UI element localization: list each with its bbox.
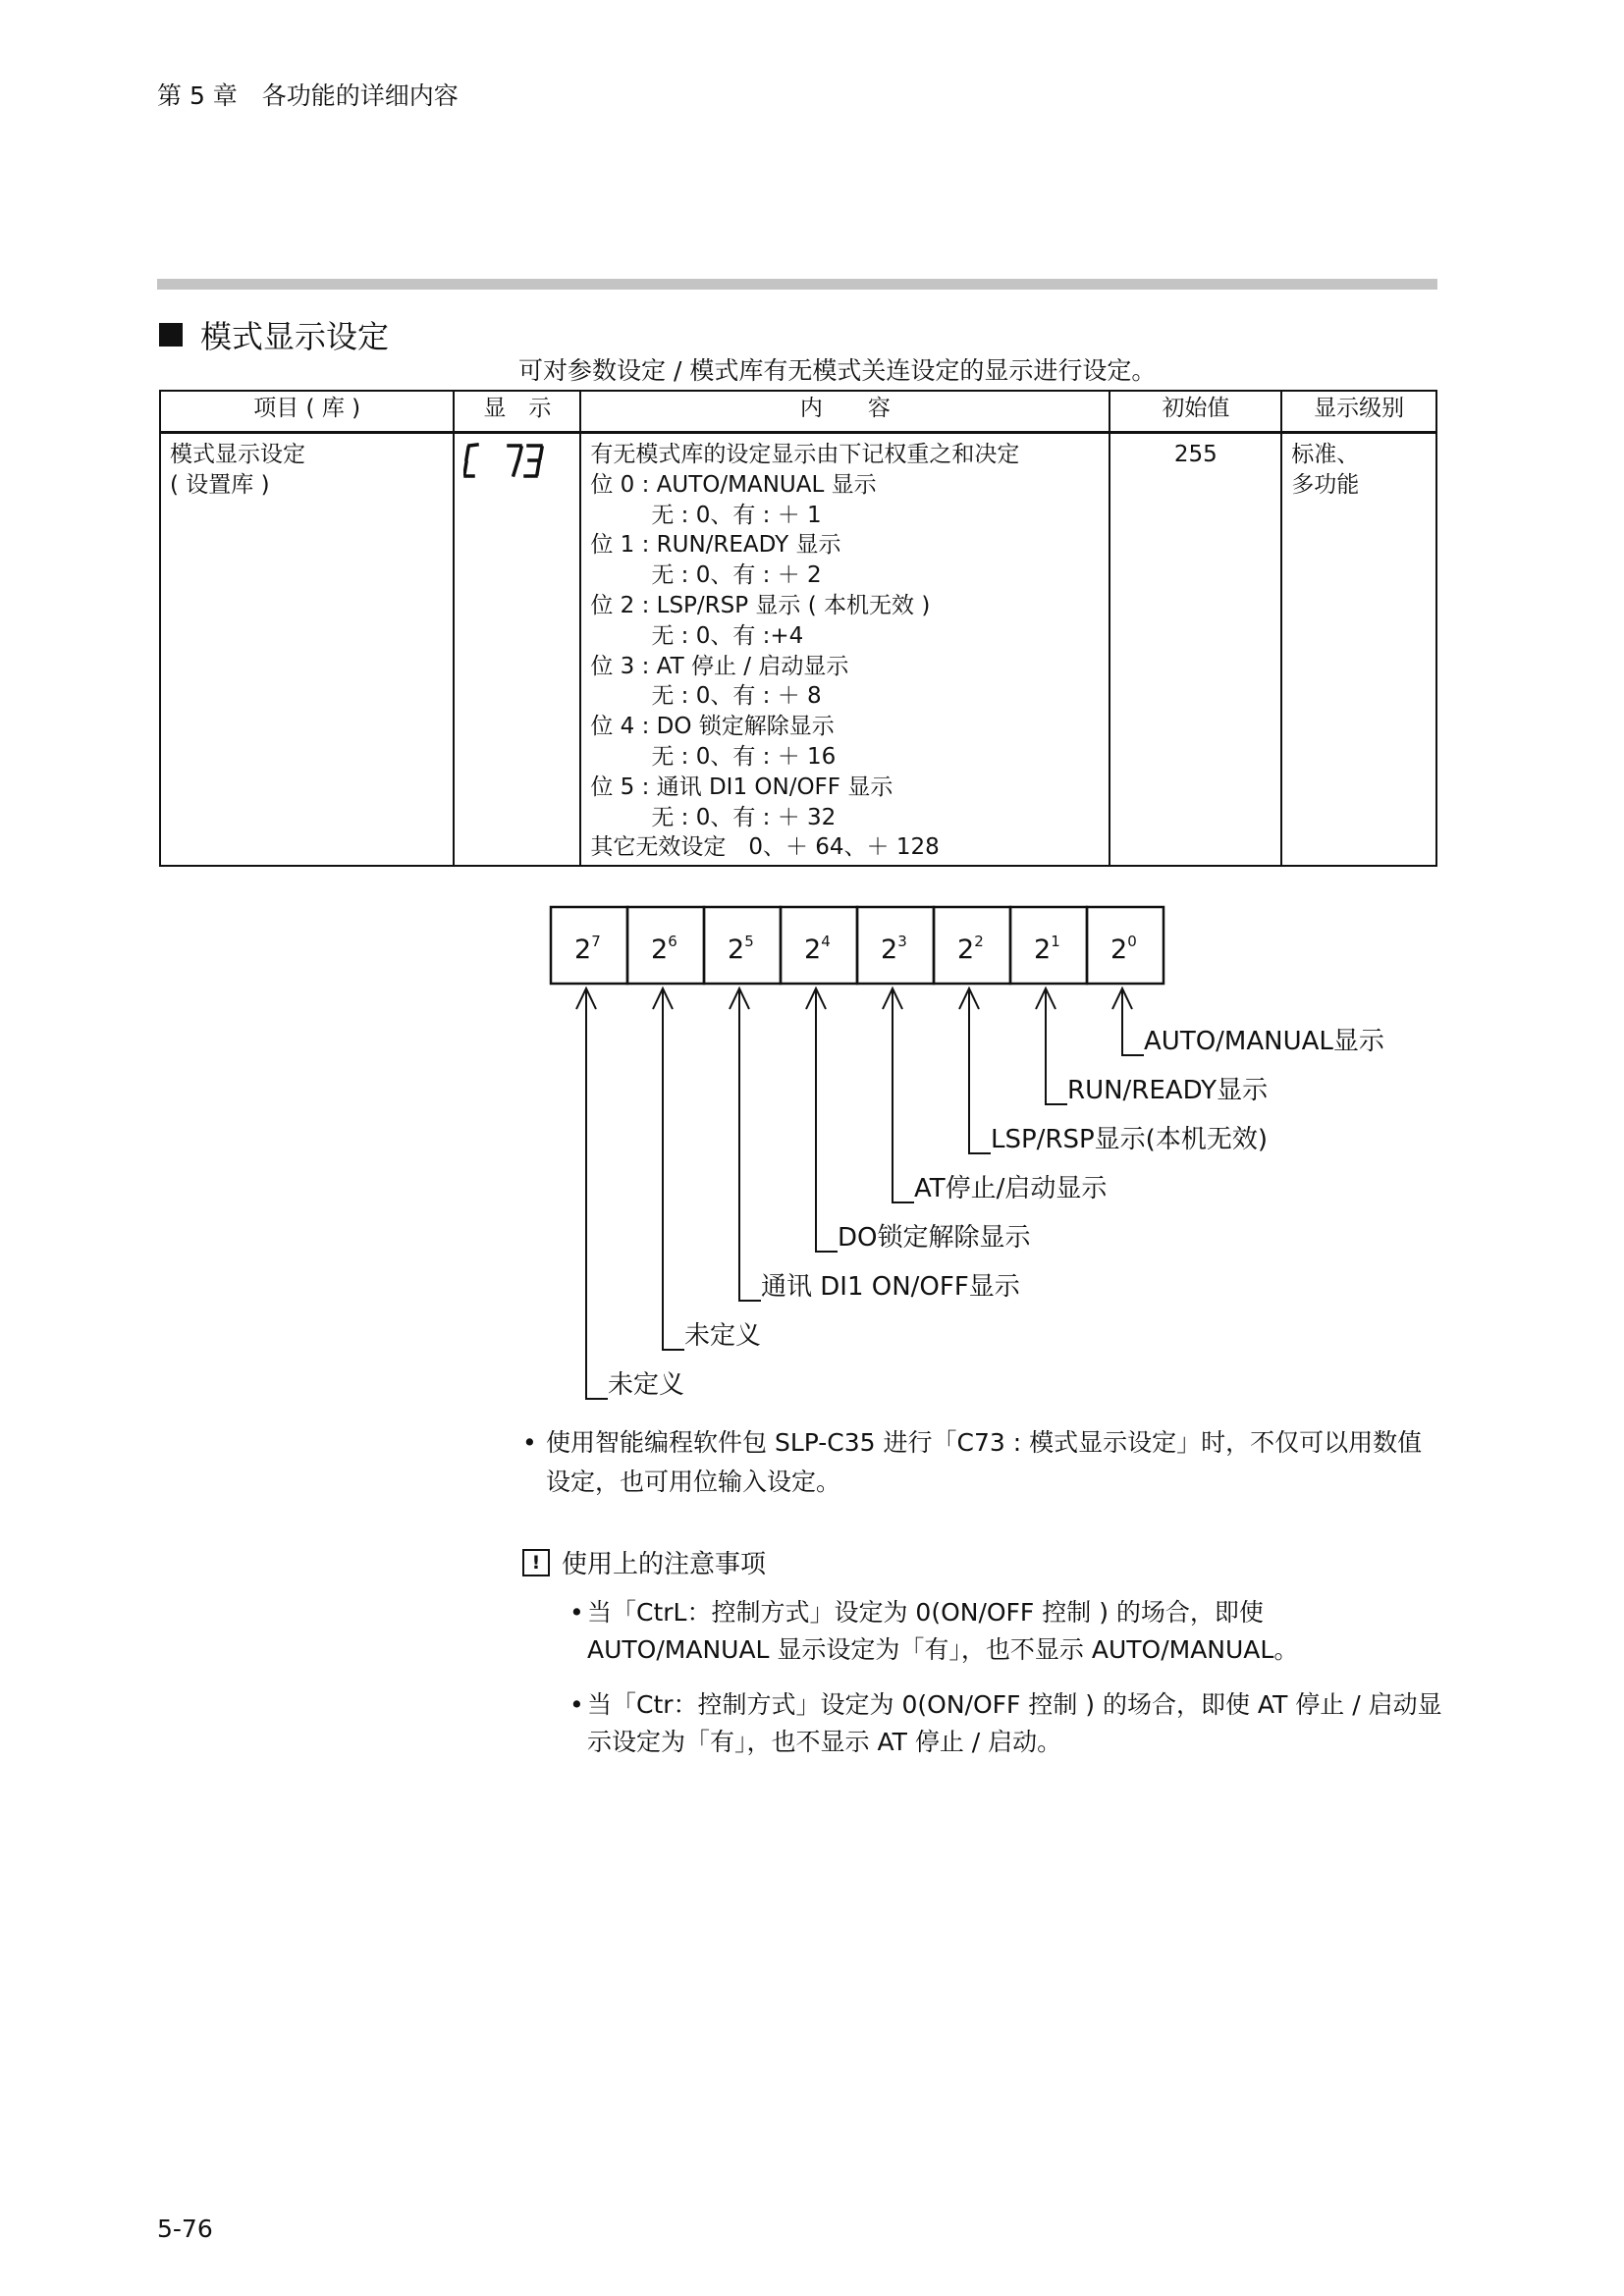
bit-weight: $2^4$ (804, 933, 831, 965)
item-name: 模式显示设定 (170, 442, 305, 467)
caution-item-text: 当「CtrL：控制方式」设定为 0(ON/OFF 控制 ) 的场合，即使 AUTO/MANUAL 显示设定为「有」，也不显示 AUTO/MANUAL。 (587, 1598, 1299, 1664)
item-bank: ( 设置库 ) (170, 471, 270, 498)
content-line: 位 4 : DO 锁定解除显示 (590, 714, 835, 740)
header-initial-value: 初始值 (1110, 391, 1281, 433)
caution-bullet: • (569, 1598, 584, 1627)
caution-item (569, 1686, 1443, 1761)
bit-weight: $2^5$ (728, 933, 754, 965)
bit-leader-arrow (959, 988, 991, 1153)
content-line: 无 : 0、有 : ＋ 32 (651, 804, 837, 830)
content-line: 无 : 0、有 :+4 (651, 622, 804, 649)
bit-label: RUN/READY显示 (1067, 1076, 1269, 1105)
note-text: 使用智能编程软件包 SLP-C35 进行「C73 : 模式显示设定」时，不仅可以用数值设定，也可用位输入设定。 (546, 1428, 1423, 1496)
caution-icon: ! (522, 1549, 550, 1576)
header-display: 显 示 (454, 391, 580, 433)
header-content: 内 容 (580, 391, 1110, 433)
note-bullet: • (522, 1428, 537, 1457)
caution-heading (522, 1544, 766, 1580)
bit-label: 未定义 (684, 1321, 762, 1351)
content-line: 位 3 : AT 停止 / 启动显示 (590, 653, 849, 679)
section-title-text: 模式显示设定 (200, 318, 390, 355)
bit-label: 未定义 (608, 1370, 685, 1400)
content-line: 无 : 0、有 : ＋ 16 (651, 743, 837, 770)
content-line: 位 2 : LSP/RSP 显示 ( 本机无效 ) (590, 592, 931, 618)
bit-leader-arrow (1036, 988, 1067, 1104)
intro-text: 可对参数设定 / 模式库有无模式关连设定的显示进行设定。 (518, 356, 1157, 385)
caution-title: 使用上的注意事项 (562, 1550, 767, 1579)
level-multifunction: 多功能 (1291, 471, 1360, 498)
bit-leader-arrow (1112, 988, 1144, 1055)
note-paragraph (522, 1423, 1445, 1502)
bit-weight: $2^0$ (1110, 933, 1137, 965)
bit-leader-arrow (883, 988, 914, 1202)
chapter-header: 第 5 章 各功能的详细内容 (157, 81, 459, 110)
header-item: 项目 ( 库 ) (160, 391, 454, 433)
level-standard: 标准、 (1291, 442, 1360, 467)
content-line: 无 : 0、有 : ＋ 8 (651, 683, 822, 710)
bit-leader-arrow (653, 988, 684, 1350)
bit-leader-arrow (806, 988, 838, 1252)
bit-label: 通讯 DI1 ON/OFF显示 (761, 1272, 1020, 1302)
bit-weight: $2^2$ (957, 933, 984, 965)
page-number: 5-76 (157, 2215, 213, 2243)
bit-label: AT停止/启动显示 (914, 1174, 1108, 1203)
bit-label: LSP/RSP显示(本机无效) (991, 1125, 1268, 1154)
bit-label: AUTO/MANUAL显示 (1144, 1027, 1384, 1056)
content-line: 位 0 : AUTO/MANUAL 显示 (590, 471, 877, 498)
content-line: 无 : 0、有 : ＋ 1 (651, 502, 822, 528)
caution-item-text: 当「Ctr：控制方式」设定为 0(ON/OFF 控制 ) 的场合，即使 AT 停止 / 启动显示设定为「有」，也不显示 AT 停止 / 启动。 (587, 1690, 1442, 1756)
bit-weight: $2^6$ (651, 933, 677, 965)
cell-initial-value: 255 (1110, 433, 1281, 867)
content-line: 位 5 : 通讯 DI1 ON/OFF 显示 (590, 774, 893, 800)
bit-leader-arrow (730, 988, 761, 1301)
caution-item (569, 1594, 1443, 1669)
content-line: 无 : 0、有 : ＋ 2 (651, 562, 822, 589)
caution-bullet: • (569, 1690, 584, 1719)
bit-weight: $2^1$ (1034, 933, 1060, 965)
header-display-level: 显示级别 (1281, 391, 1436, 433)
content-line: 位 1 : RUN/READY 显示 (590, 532, 841, 559)
bit-weight: $2^3$ (881, 933, 907, 965)
bit-label: DO锁定解除显示 (838, 1223, 1031, 1253)
bit-weight: $2^7$ (574, 933, 601, 965)
content-line: 其它无效设定 0、＋ 64、＋ 128 (590, 834, 940, 861)
bit-leader-arrow (576, 988, 608, 1399)
content-line: 有无模式库的设定显示由下记权重之和决定 (590, 442, 1020, 467)
